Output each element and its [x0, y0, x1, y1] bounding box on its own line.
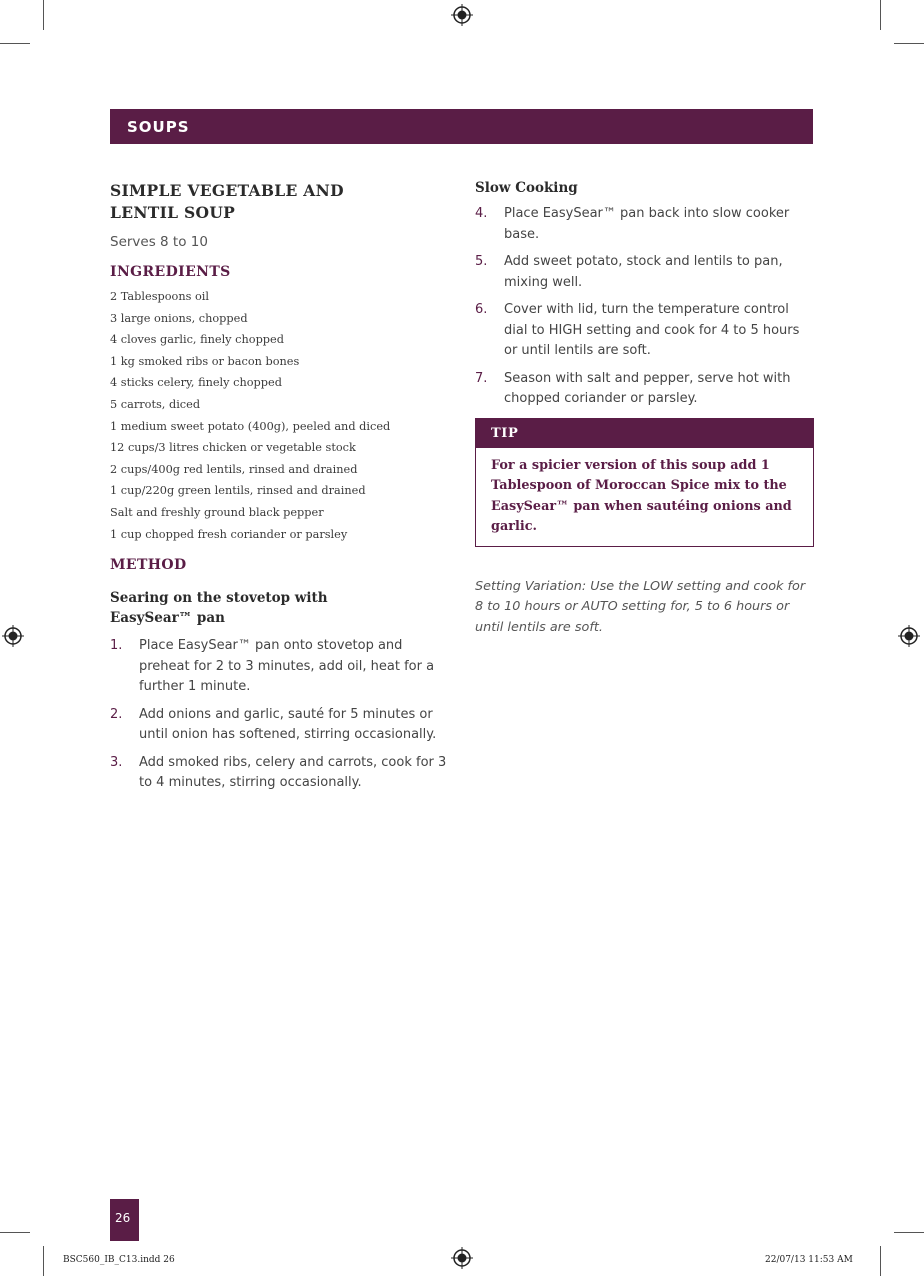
section-header-bar [110, 109, 813, 144]
page-number-tab [110, 1199, 139, 1241]
step-text: Add sweet potato, stock and lentils to pan, mixing well. [504, 254, 783, 290]
ingredient-item: 1 cup/220g green lentils, rinsed and drained [110, 484, 366, 498]
ingredient-item: 12 cups/3 litres chicken or vegetable stock [110, 441, 356, 455]
method-step [475, 369, 815, 410]
method-step [110, 636, 455, 698]
step-number: 4. [475, 206, 488, 221]
crop-mark [0, 1232, 30, 1233]
ingredient-item: Salt and freshly ground black pepper [110, 505, 324, 519]
crop-mark [880, 0, 881, 30]
crop-mark [880, 1246, 881, 1276]
recipe-title-line-1: SIMPLE VEGETABLE AND [110, 181, 344, 200]
step-number: 5. [475, 254, 488, 269]
step-number: 7. [475, 370, 488, 386]
step-text: Cover with lid, turn the temperature control dial to HIGH setting and cook for 4 to 5 hours or until lentils are soft. [504, 302, 800, 358]
setting-variation-note: Setting Variation: Use the LOW setting and cook for 8 to 10 hours or AUTO setting for, 5 to 6 hours or until lentils are soft. [475, 578, 806, 635]
section-title: SOUPS [127, 118, 190, 136]
print-timestamp: 22/07/13 11:53 AM [765, 1255, 853, 1265]
step-text: Add onions and garlic, sauté for 5 minutes or until onion has softened, stirring occasionally. [139, 706, 437, 743]
step-text: Season with salt and pepper, serve hot with chopped coriander or parsley. [504, 370, 791, 406]
file-slug: BSC560_IB_C13.indd 26 [63, 1255, 175, 1265]
right-column [475, 178, 815, 638]
crop-mark [894, 1232, 924, 1233]
crop-mark [43, 0, 44, 30]
method-step [475, 300, 815, 362]
ingredient-item: 2 Tablespoons oil [110, 290, 210, 303]
step-number: 1. [110, 638, 123, 654]
ingredients-heading: INGREDIENTS [110, 264, 231, 280]
ingredient-item: 1 cup chopped fresh coriander or parsley [110, 527, 348, 541]
ingredient-item: 4 sticks celery, finely chopped [110, 376, 282, 390]
method-step [475, 204, 815, 245]
tip-text: For a spicier version of this soup add 1 Tablespoon of Moroccan Spice mix to the EasySear™ pan when sautéing onions and garlic. [491, 457, 792, 534]
step-number: 6. [475, 302, 488, 317]
searing-heading-line-1: Searing on the stovetop with [110, 590, 328, 607]
step-number: 3. [110, 754, 123, 770]
registration-mark-icon [2, 625, 24, 647]
left-column [110, 180, 455, 801]
ingredients-list [110, 286, 455, 545]
method-step [110, 753, 455, 794]
step-text: Place EasySear™ pan back into slow cooker base. [504, 206, 790, 242]
searing-steps [110, 636, 455, 794]
recipe-title [110, 180, 455, 224]
crop-mark [43, 1246, 44, 1276]
registration-mark-icon [451, 1247, 473, 1269]
step-text: Add smoked ribs, celery and carrots, cook for 3 to 4 minutes, stirring occasionally. [139, 754, 447, 791]
step-text: Place EasySear™ pan onto stovetop and preheat for 2 to 3 minutes, add oil, heat for a further 1 minute. [139, 638, 435, 695]
page-number: 26 [115, 1211, 131, 1225]
recipe-title-line-2: LENTIL SOUP [110, 203, 236, 222]
slow-cooking-steps [475, 204, 815, 410]
method-step [110, 705, 455, 746]
tip-header [476, 419, 813, 448]
ingredient-item: 1 kg smoked ribs or bacon bones [110, 354, 300, 368]
slow-cooking-heading: Slow Cooking [475, 180, 578, 196]
tip-label: TIP [491, 425, 519, 441]
step-number: 2. [110, 706, 123, 722]
ingredient-item: 2 cups/400g red lentils, rinsed and drained [110, 462, 358, 476]
searing-heading [110, 588, 455, 628]
ingredient-item: 3 large onions, chopped [110, 311, 248, 325]
searing-heading-line-2: EasySear™ pan [110, 610, 225, 627]
serves-text: Serves 8 to 10 [110, 234, 208, 250]
ingredient-item: 4 cloves garlic, finely chopped [110, 333, 284, 347]
ingredient-item: 1 medium sweet potato (400g), peeled and diced [110, 419, 391, 433]
registration-mark-icon [898, 625, 920, 647]
method-heading: METHOD [110, 557, 187, 574]
ingredient-item: 5 carrots, diced [110, 397, 201, 411]
registration-mark-icon [451, 4, 473, 26]
method-step [475, 252, 815, 293]
tip-box [475, 418, 814, 547]
crop-mark [0, 43, 30, 44]
crop-mark [894, 43, 924, 44]
